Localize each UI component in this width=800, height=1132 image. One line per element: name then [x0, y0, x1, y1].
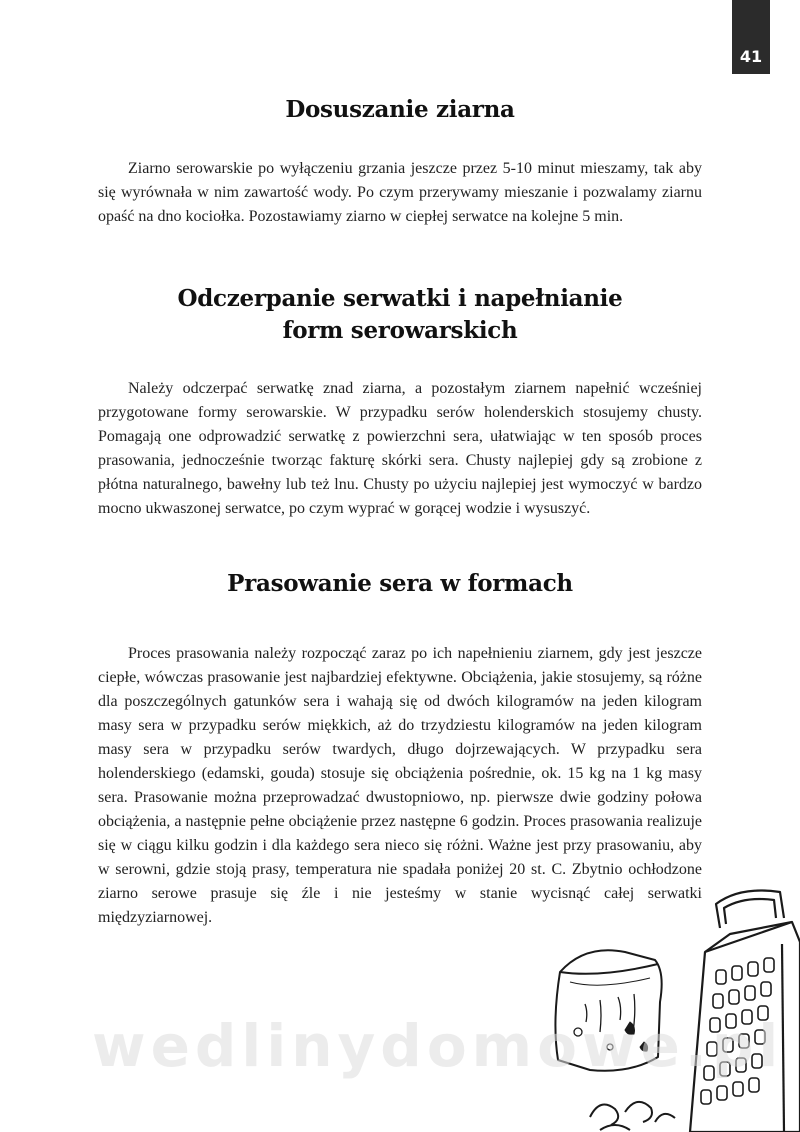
- section-heading: Dosuszanie ziarna: [285, 96, 515, 123]
- section-heading-line2: form serowarskich: [282, 317, 518, 344]
- section-whey-removal: [98, 283, 702, 521]
- cheese-shavings-icon: [590, 1102, 675, 1130]
- page-number: 41: [739, 47, 763, 66]
- section-paragraph: Proces prasowania należy rozpocząć zaraz po ich napełnieniu ziarnem, gdy jest jeszcze ciepłe, wówczas prasowanie jest najbardziej efektywne. Obciążenia, jakie stosujemy, są różne dla poszczególnych gatunków sera i wahają się od dwóch kilogramów na jeden kilogram masy sera w przypadku serów miękkich, aż do trzydziestu kilogramów na jeden kilogram masy sera w przypadku serów twardych, długo dojrzewających. W przypadku sera holenderskiego (edamski, gouda) stosuje się obciążenia pośrednie, ok. 15 kg na 1 kg masy sera. Prasowanie można przeprowadzać dwustopniowo, np. pierwsze dwie godziny połowa obciążenia, a następnie pełne obciążenie przez następne 6 godzin. Proces prasowania realizuje się w ciągu kilku godzin i dla każdego sera nieco się różni. Ważne jest przy prasowaniu, aby w serowni, gdzie stoją prasy, temperatura nie spadała poniżej 20 st. C. Zbytnio ochłodzone ziarno serowe prasuje się źle i nie jesteśmy w stanie wycisnąć całej serwatki międzyziarnowej.: [98, 645, 702, 926]
- cheese-illustration: [530, 882, 800, 1132]
- section-pressing: [98, 568, 702, 930]
- page-number-tab: [732, 0, 770, 74]
- section-paragraph: Ziarno serowarskie po wyłączeniu grzania jeszcze przez 5-10 minut mieszamy, tak aby się wyrównała w nim zawartość wody. Po czym przerywamy mieszanie i pozwalamy ziarnu opaść na dno kociołka. Pozostawiamy ziarno w ciepłej serwatce na kolejne 5 min.: [98, 160, 702, 225]
- section-heading: [98, 283, 702, 347]
- section-heading: Prasowanie sera w formach: [227, 570, 573, 597]
- section-drying-curd: [98, 94, 702, 229]
- watermark: wedlinydomowe.pl: [92, 1012, 784, 1080]
- section-paragraph: Należy odczerpać serwatkę znad ziarna, a pozostałym ziarnem napełnić wcześniej przygotowane formy serowarskie. W przypadku serów holenderskich stosujemy chusty. Pomagają one odprowadzić serwatkę z powierzchni sera, ułatwiając w ten sposób proces prasowania, jednocześnie tworząc fakturę skórki sera. Chusty najlepiej gdy są zrobione z płótna naturalnego, bawełny lub też lnu. Chusty po użyciu najlepiej jest wymoczyć w bardzo mocno ukwaszonej serwatce, po czym wyprać w gorącej wodzie i wysuszyć.: [98, 380, 702, 517]
- section-heading-line1: Odczerpanie serwatki i napełnianie: [177, 285, 623, 312]
